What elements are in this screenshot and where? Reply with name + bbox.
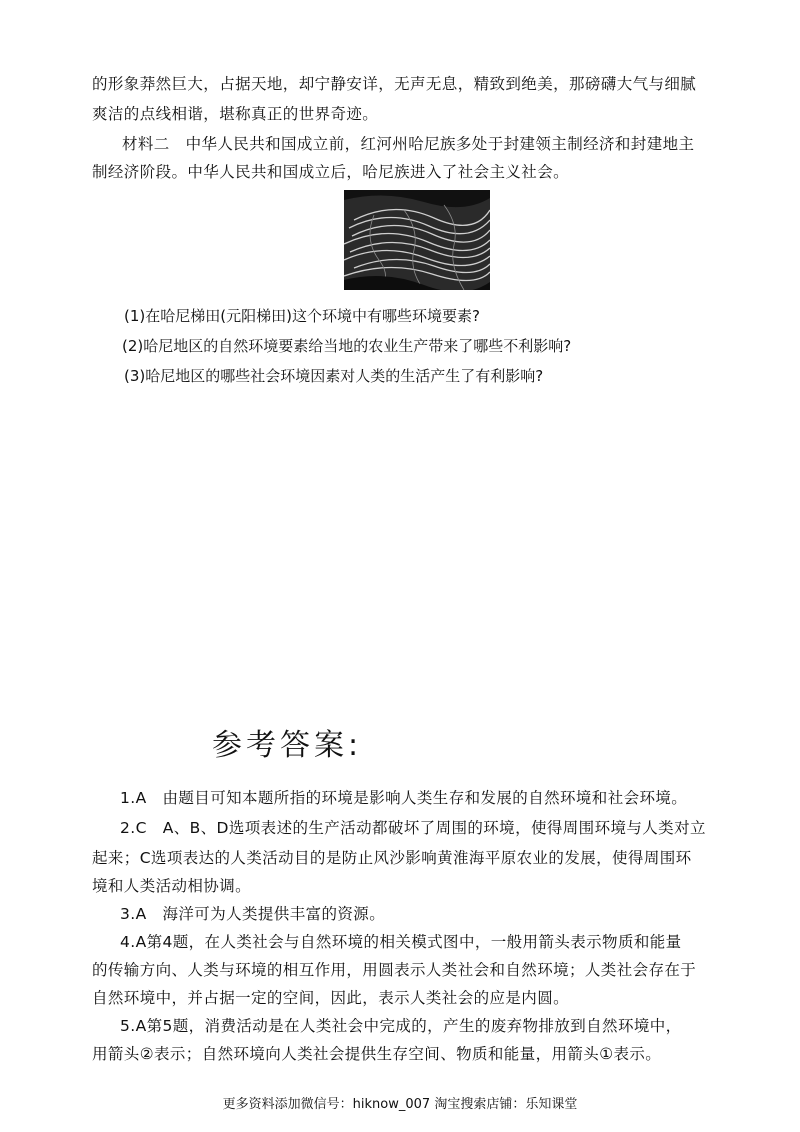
terrace-image bbox=[344, 190, 490, 290]
answer-heading: 参考答案: bbox=[212, 728, 363, 763]
answer-1: 1.A 由题目可知本题所指的环境是影响人类生存和发展的自然环境和社会环境。 bbox=[120, 789, 688, 807]
answer-4-line: 的传输方向、人类与环境的相互作用，用圆表示人类社会和自然环境；人类社会存在于 bbox=[92, 961, 697, 979]
answer-3: 3.A 海洋可为人类提供丰富的资源。 bbox=[120, 905, 386, 923]
answer-4-line: 自然环境中，并占据一定的空间，因此，表示人类社会的应是内圆。 bbox=[92, 989, 570, 1007]
answer-4-line: 4.A第4题，在人类社会与自然环境的相关模式图中，一般用箭头表示物质和能量 bbox=[120, 933, 682, 951]
answer-5-line: 用箭头②表示；自然环境向人类社会提供生存空间、物质和能量，用箭头①表示。 bbox=[92, 1045, 662, 1063]
terraced-field-photo bbox=[344, 190, 490, 290]
page-footer: 更多资料添加微信号：hiknow_007 淘宝搜索店铺：乐知课堂 bbox=[222, 1097, 578, 1112]
question-2: (2)哈尼地区的自然环境要素给当地的农业生产带来了哪些不利影响? bbox=[122, 337, 572, 355]
answer-2-line: 境和人类活动相协调。 bbox=[92, 877, 252, 895]
question-3: (3)哈尼地区的哪些社会环境因素对人类的生活产生了有利影响? bbox=[124, 367, 544, 385]
material-line: 的形象莽然巨大，占据天地，却宁静安详，无声无息，精致到绝美，那磅礴大气与细腻 bbox=[92, 75, 697, 93]
question-1: (1)在哈尼梯田(元阳梯田)这个环境中有哪些环境要素? bbox=[124, 307, 480, 325]
answer-2-line: 2.C A、B、D选项表述的生产活动都破坏了周围的环境，使得周围环境与人类对立 bbox=[120, 819, 706, 837]
answer-2-line: 起来；C选项表达的人类活动目的是防止风沙影响黄淮海平原农业的发展，使得周围环 bbox=[92, 849, 692, 867]
material-line: 制经济阶段。中华人民共和国成立后，哈尼族进入了社会主义社会。 bbox=[92, 163, 570, 181]
material-two-line: 材料二 中华人民共和国成立前，红河州哈尼族多处于封建领主制经济和封建地主 bbox=[122, 135, 695, 153]
answer-5-line: 5.A第5题，消费活动是在人类社会中完成的，产生的废弃物排放到自然环境中， bbox=[120, 1017, 682, 1035]
material-line: 爽洁的点线相谐，堪称真正的世界奇迹。 bbox=[92, 105, 379, 123]
